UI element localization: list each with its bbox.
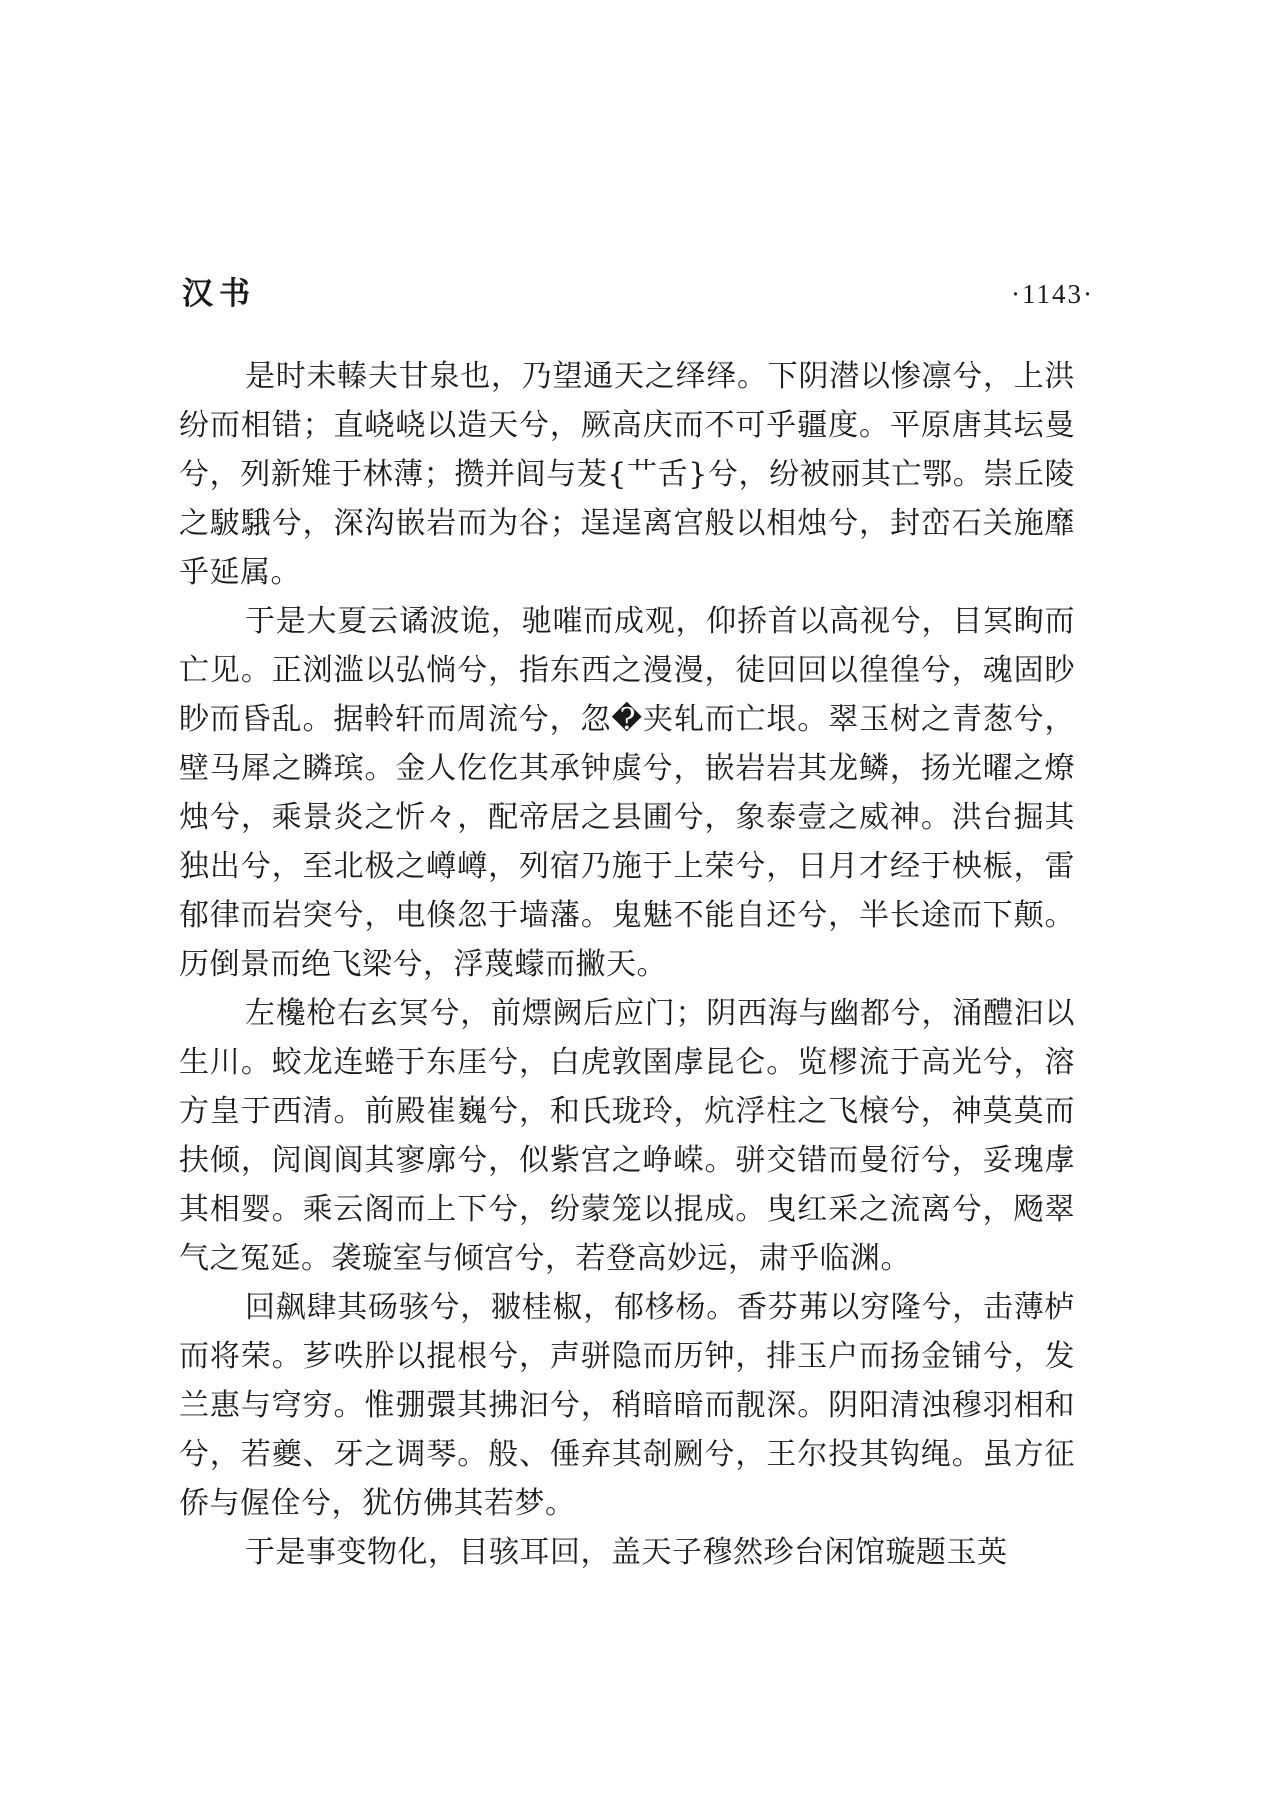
paragraph-4: 回飙肆其砀骇兮，翍桂椒，郁栘杨。香芬茀以穷隆兮，击薄栌而将荣。芗呹肸以掍根兮，声骈隐而历钟，排玉户而扬金铺兮，发兰惠与穹穷。惟弸彋其拂汩兮，稍暗暗而靓深。阴阳清浊穆羽相和兮，若夔、牙之调琴。般、倕弃其剞劂兮，王尔投其钩绳。虽方征侨与偓佺兮，犹仿佛其若梦。 xyxy=(179,1290,1075,1521)
paragraph-5: 于是事变物化，目骇耳回，盖天子穆然珍台闲馆璇题玉英 xyxy=(245,1535,1008,1570)
paragraph-3: 左欃枪右玄冥兮，前熛阙后应门；阴西海与幽都兮，涌醴汩以生川。蛟龙连蜷于东厓兮，白虎敦圉虖昆仑。览樛流于高光兮，溶方皇于西清。前殿崔巍兮，和氏珑玲，炕浮柱之飞榱兮，神莫莫而扶倾，闶阆阆其寥廓兮，似紫宫之峥嵘。骈交错而曼衍兮，妥瑰虖其相婴。乘云阁而上下兮，纷蒙笼以掍成。曳红采之流离兮，飏翠气之冤延。袭璇室与倾宫兮，若登高妙远，肃乎临渊。 xyxy=(179,996,1075,1276)
body-text xyxy=(179,352,1075,1577)
page-header xyxy=(182,270,1094,318)
paragraph-2: 于是大夏云谲波诡，驰嗺而成观，仰挢首以高视兮，目冥眴而亡见。正浏滥以弘惝兮，指东西之漫漫，徒回回以徨徨兮，魂固眇眇而昏乱。据軨轩而周流兮，忽�夹轧而亡垠。翠玉树之青葱兮，壁马犀之瞵瑸。金人仡仡其承钟虡兮，嵌岩岩其龙鳞，扬光曜之燎烛兮，乘景炎之忻々，配帝居之县圃兮，象泰壹之威神。洪台掘其独出兮，至北极之嶟嶟，列宿乃施于上荣兮，日月才经于柍桭，雷郁律而岩突兮，电倏忽于墙藩。鬼魅不能自还兮，半长途而下颠。历倒景而绝飞梁兮，浮蔑蠓而撇天。 xyxy=(179,604,1075,982)
page-number: ·1143· xyxy=(1011,279,1094,309)
paragraph-1: 是时未轃夫甘泉也，乃望通天之绎绎。下阴潜以惨凛兮，上洪纷而相错；直峣峣以造天兮，厥高庆而不可乎疆度。平原唐其坛曼兮，列新雉于林薄；攒并闾与茇{艹舌}兮，纷被丽其亡鄂。崇丘陵之駊騀兮，深沟嵌岩而为谷；逞逞离宫般以相烛兮，封峦石关施靡乎延属。 xyxy=(179,359,1075,590)
book-title: 汉书 xyxy=(182,276,256,312)
